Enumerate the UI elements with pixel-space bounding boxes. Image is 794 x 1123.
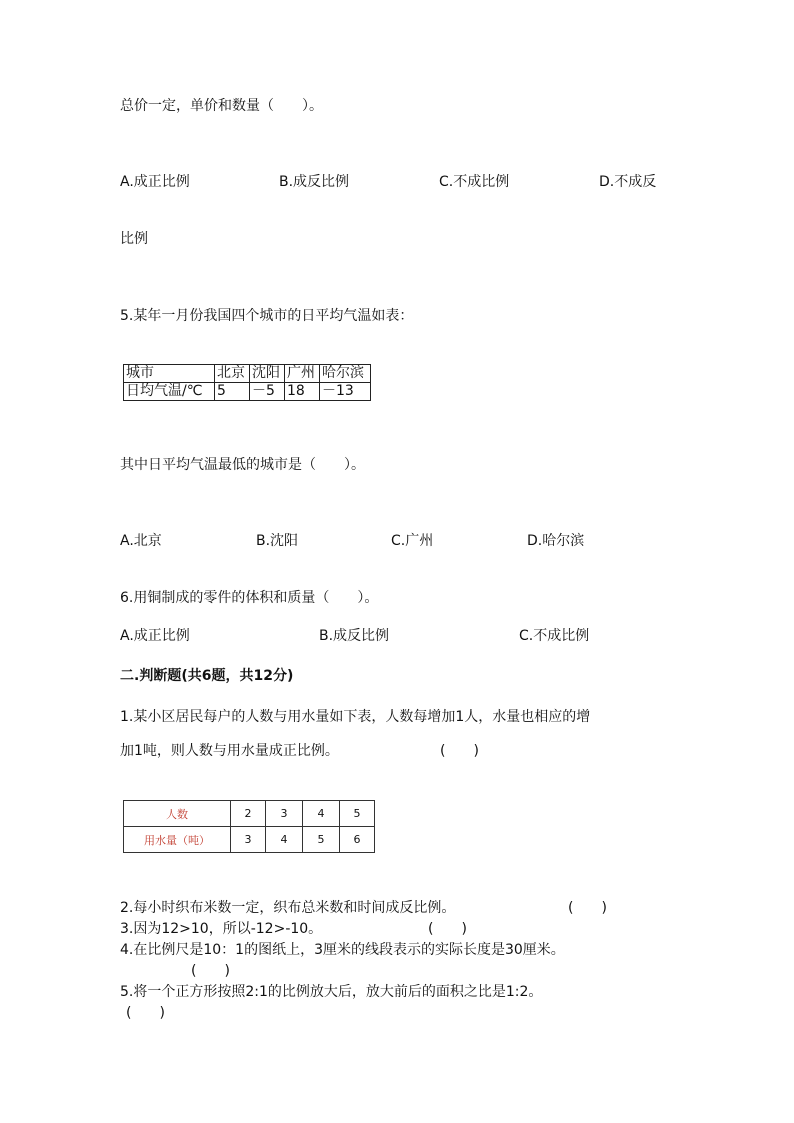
table-cell: 5 <box>303 827 340 853</box>
table-cell: 沈阳 <box>250 365 285 383</box>
judge-4-answer-paren[interactable]: ( ) <box>191 963 230 979</box>
water-usage-table <box>123 800 375 853</box>
table-row <box>124 801 375 827</box>
q6-option-b[interactable]: B.成反比例 <box>319 628 390 644</box>
q4-stem: 总价一定，单价和数量（ ）。 <box>120 98 323 114</box>
judge-5-answer-paren[interactable]: ( ) <box>126 1005 165 1021</box>
table-cell: 4 <box>303 801 340 827</box>
section-title: 二.判断题(共6题，共12分) <box>120 668 294 684</box>
q5-option-c[interactable]: C.广州 <box>391 533 434 549</box>
q4-option-b[interactable]: B.成反比例 <box>279 174 350 190</box>
table-cell: 5 <box>215 383 250 401</box>
judge-1-line2: 加1吨，则人数与用水量成正比例。 <box>120 743 339 759</box>
table-cell: 3 <box>231 827 266 853</box>
judge-5: 5.将一个正方形按照2:1的比例放大后，放大前后的面积之比是1:2。 <box>120 984 543 1000</box>
table-cell: 18 <box>285 383 320 401</box>
table-cell: －5 <box>250 383 285 401</box>
q4-option-d[interactable]: D.不成反 <box>599 174 657 190</box>
judge-3: 3.因为12>10，所以-12>-10。 <box>120 921 323 937</box>
q5-option-a[interactable]: A.北京 <box>120 533 162 549</box>
judge-3-answer-paren[interactable]: ( ) <box>428 921 467 937</box>
table-row <box>124 383 371 401</box>
table-cell: 2 <box>231 801 266 827</box>
q5-option-d[interactable]: D.哈尔滨 <box>527 533 585 549</box>
q4-option-d-wrap: 比例 <box>120 231 148 247</box>
q5-option-b[interactable]: B.沈阳 <box>256 533 299 549</box>
q6-option-c[interactable]: C.不成比例 <box>519 628 590 644</box>
table-cell: 用水量（吨） <box>124 827 231 853</box>
table-cell: 4 <box>266 827 303 853</box>
q6-stem: 6.用铜制成的零件的体积和质量（ ）。 <box>120 590 379 606</box>
table-cell: －13 <box>320 383 371 401</box>
table-cell: 日均气温/℃ <box>124 383 215 401</box>
q6-option-a[interactable]: A.成正比例 <box>120 628 190 644</box>
q5-question: 其中日平均气温最低的城市是（ ）。 <box>120 457 365 473</box>
judge-2-answer-paren[interactable]: ( ) <box>568 900 607 916</box>
table-row <box>124 827 375 853</box>
judge-1-answer-paren[interactable]: ( ) <box>440 743 479 759</box>
judge-2: 2.每小时织布米数一定，织布总米数和时间成反比例。 <box>120 900 456 916</box>
table-cell: 哈尔滨 <box>320 365 371 383</box>
table-cell: 北京 <box>215 365 250 383</box>
table-cell: 城市 <box>124 365 215 383</box>
table-cell: 广州 <box>285 365 320 383</box>
judge-4: 4.在比例尺是10：1的图纸上，3厘米的线段表示的实际长度是30厘米。 <box>120 942 565 958</box>
table-row <box>124 365 371 383</box>
table-cell: 人数 <box>124 801 231 827</box>
table-cell: 5 <box>340 801 375 827</box>
q4-option-c[interactable]: C.不成比例 <box>439 174 510 190</box>
q5-stem: 5.某年一月份我国四个城市的日平均气温如表： <box>120 308 414 324</box>
q4-option-a[interactable]: A.成正比例 <box>120 174 190 190</box>
table-cell: 3 <box>266 801 303 827</box>
table-cell: 6 <box>340 827 375 853</box>
judge-1-line1: 1.某小区居民每户的人数与用水量如下表，人数每增加1人，水量也相应的增 <box>120 709 591 725</box>
temperature-table <box>123 364 371 401</box>
